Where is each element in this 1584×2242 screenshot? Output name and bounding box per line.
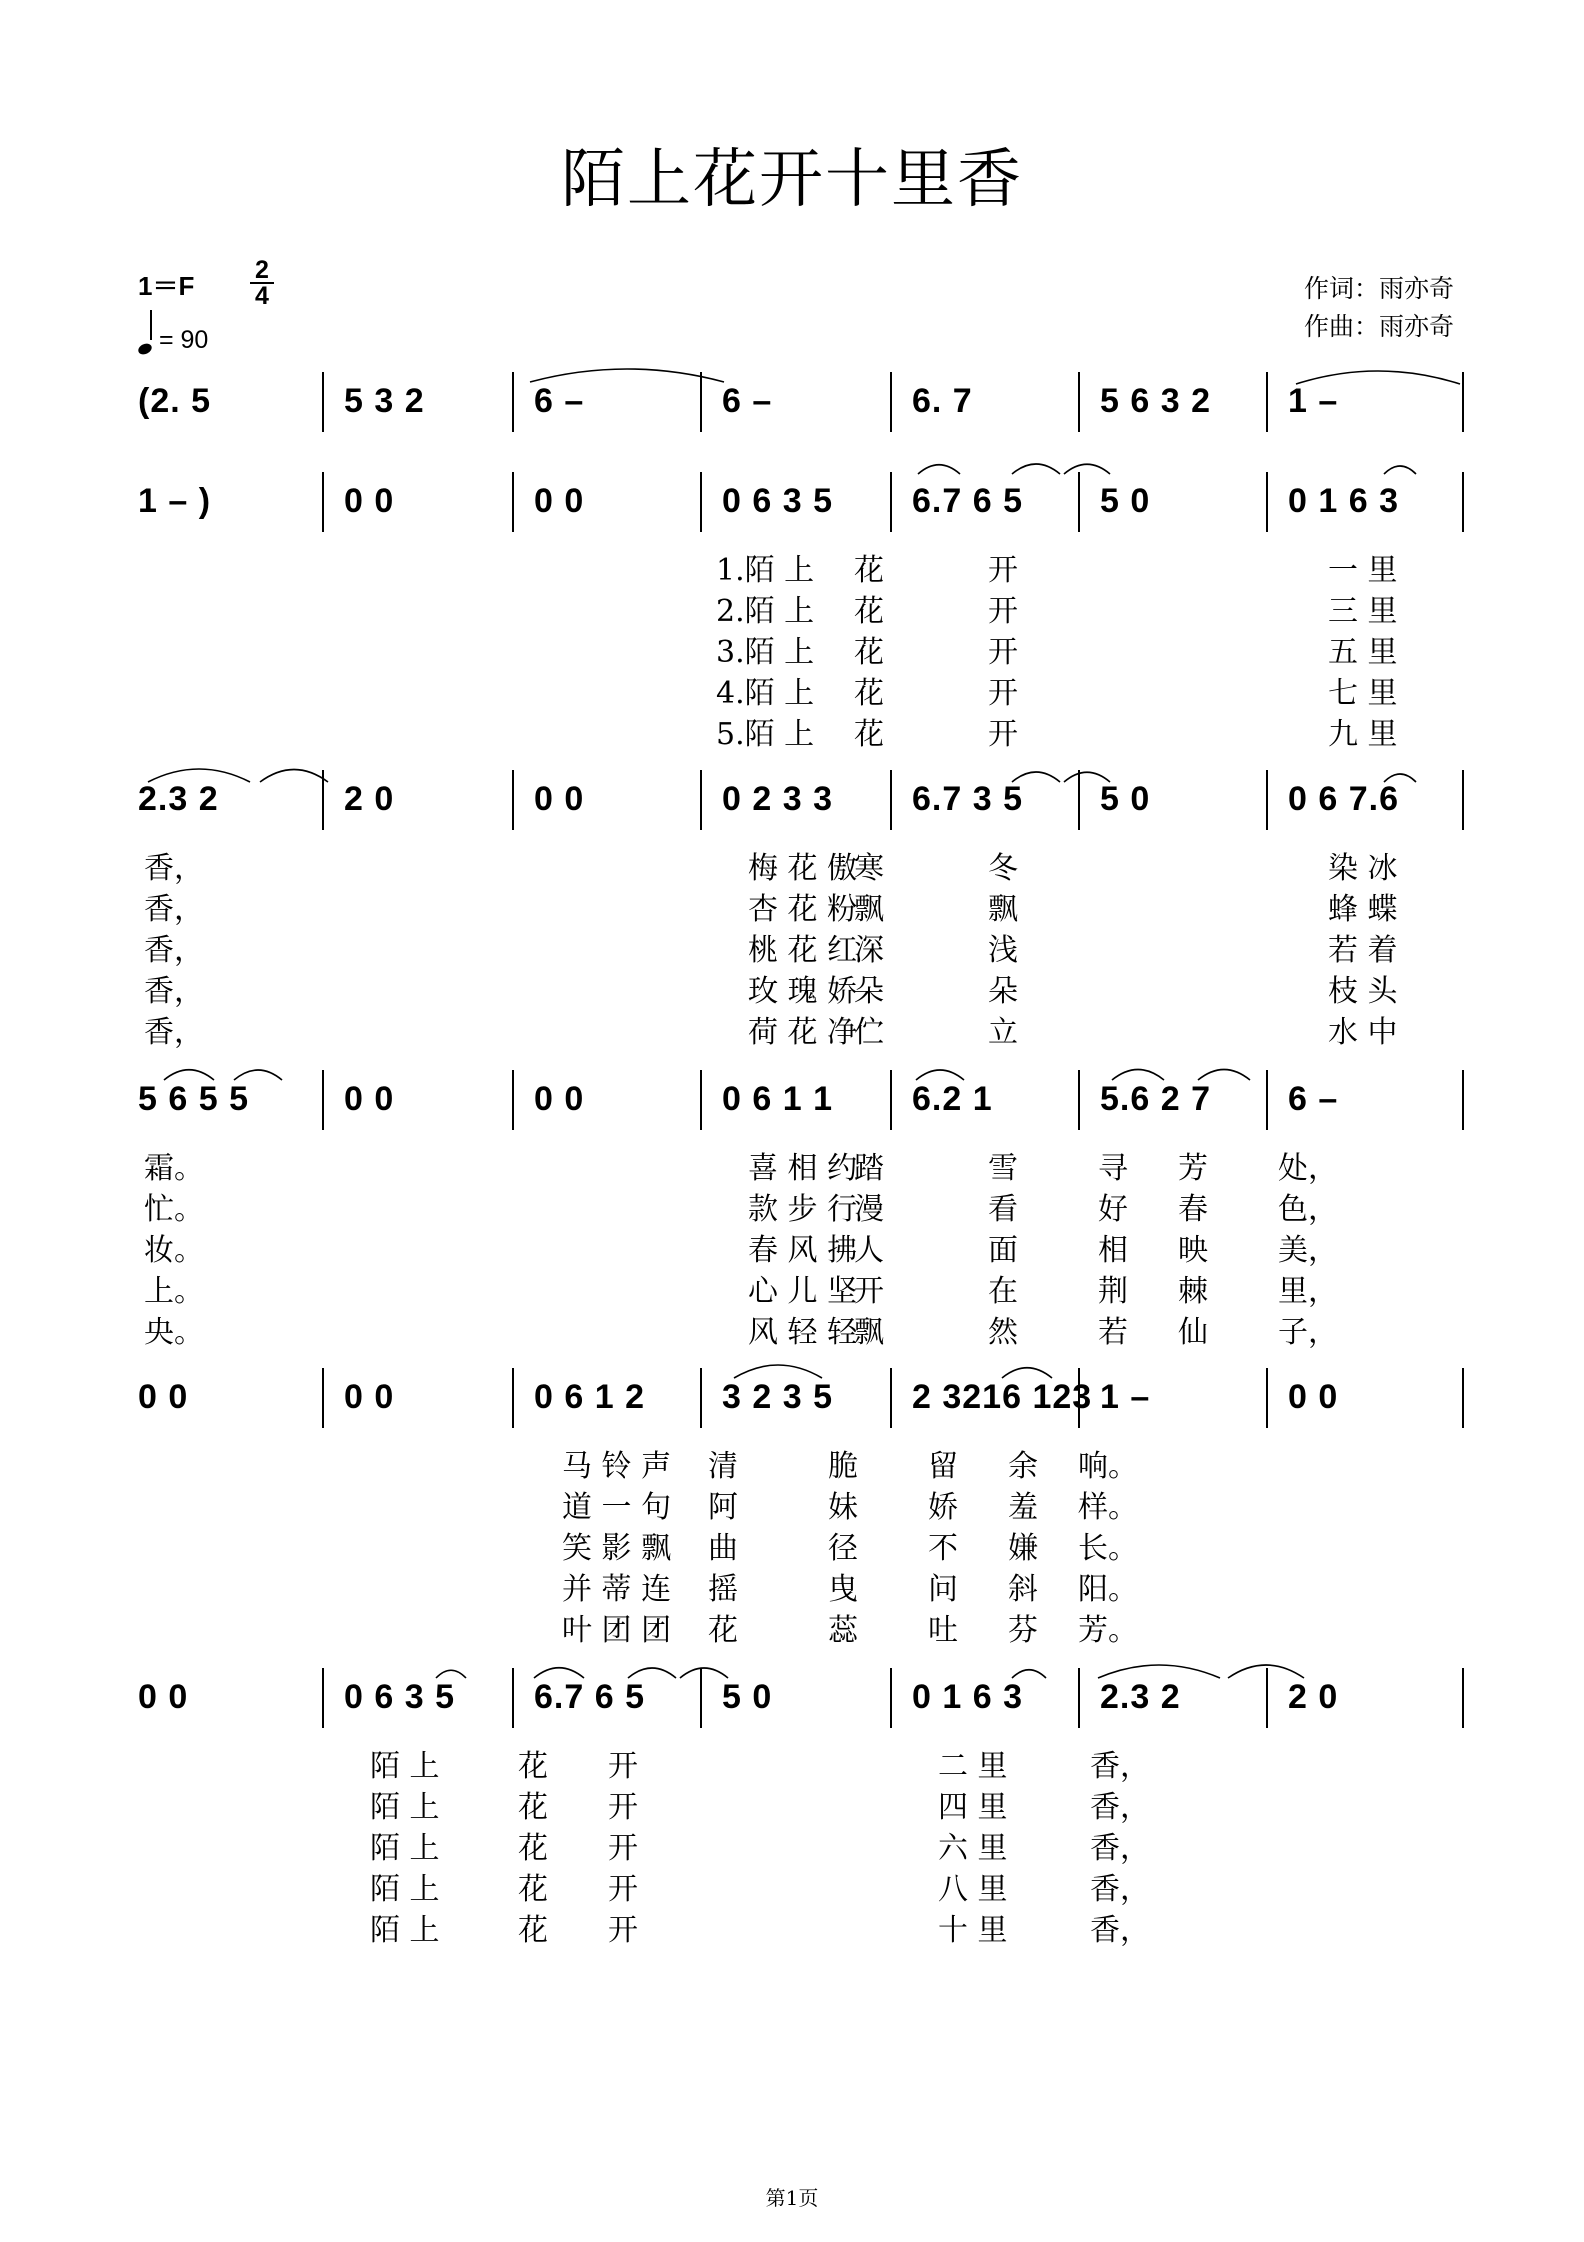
lyric-word: 八 里 [938, 1872, 1008, 1907]
lyric-line [138, 930, 1468, 971]
lyric-word: 朵 [854, 974, 884, 1009]
song-title: 陌上花开十里香 [561, 143, 1023, 217]
lyric-line [138, 1910, 1468, 1951]
lyric-word: 开 [608, 1831, 638, 1866]
lyric-line [138, 1828, 1468, 1869]
measure [1270, 372, 1466, 444]
measure-notes: 0 0 [138, 1678, 189, 1716]
lyric-word: 芳。 [1078, 1613, 1138, 1648]
measure [138, 1668, 326, 1740]
lyric-word: 3.陌 上 [716, 635, 815, 670]
lyric-word: 开 [988, 635, 1018, 670]
measure-notes: 0 6 3 5 [344, 1678, 455, 1716]
lyric-line [138, 1569, 1468, 1610]
lyric-word: 浅 [988, 933, 1018, 968]
measure [1270, 472, 1466, 544]
measure-notes: 0 0 [534, 780, 585, 818]
lyric-word: 阳。 [1078, 1572, 1138, 1607]
lyric-word: 飘 [988, 892, 1018, 927]
lyric-word: 枝 头 [1328, 974, 1398, 1009]
measure-notes: 5 6 5 5 [138, 1080, 249, 1118]
lyric-word: 问 [928, 1572, 958, 1607]
lyrics-block [138, 848, 1468, 1053]
lyric-line [138, 1271, 1468, 1312]
measure-notes: 6.2 1 [912, 1080, 993, 1118]
score-system [138, 770, 1468, 1053]
lyric-word: 七 里 [1328, 676, 1398, 711]
lyric-line [138, 1746, 1468, 1787]
lyrics-block [138, 1746, 1468, 1951]
lyric-word: 忙。 [144, 1192, 204, 1227]
measure [138, 770, 326, 842]
lyric-word: 开 [988, 676, 1018, 711]
measure [704, 770, 894, 842]
lyric-word: 花 [518, 1872, 548, 1907]
measure-notes: 0 0 [138, 1378, 189, 1416]
lyric-word: 香， [1090, 1790, 1150, 1825]
measure [326, 770, 516, 842]
lyric-word: 陌 上 [370, 1913, 440, 1948]
measure [516, 1668, 704, 1740]
measure-notes: 6 – [722, 382, 773, 420]
lyric-word: 花 [854, 717, 884, 752]
measure [516, 472, 704, 544]
score-system [138, 1368, 1468, 1651]
measure-notes: 5 3 2 [344, 382, 425, 420]
lyric-word: 面 [988, 1233, 1018, 1268]
measure [1270, 1070, 1466, 1142]
notes-row [138, 472, 1468, 544]
lyric-word: 相 [1098, 1233, 1128, 1268]
measure [516, 1070, 704, 1142]
lyric-word: 春 [1178, 1192, 1208, 1227]
measure-notes: (2. 5 [138, 382, 212, 420]
lyric-word: 陌 上 [370, 1872, 440, 1907]
lyric-line [138, 1787, 1468, 1828]
lyric-word: 花 [854, 635, 884, 670]
lyric-word: 深 [854, 933, 884, 968]
score-system [138, 472, 1468, 755]
lyric-word: 曲 [708, 1531, 738, 1566]
lyric-word: 映 [1178, 1233, 1208, 1268]
measure-notes: 5.6 2 7 [1100, 1080, 1211, 1118]
lyric-word: 美， [1278, 1233, 1338, 1268]
lyricist-credit: 作词：雨亦奇 [1303, 274, 1454, 303]
time-signature-bottom: 4 [255, 282, 269, 310]
measure [516, 1368, 704, 1440]
lyric-line [138, 632, 1468, 673]
lyric-line [138, 714, 1468, 755]
measure-notes: 2.3 2 [138, 780, 219, 818]
lyric-line [138, 550, 1468, 591]
lyric-word: 心 儿 坚 [748, 1274, 858, 1309]
lyric-word: 斜 [1008, 1572, 1038, 1607]
notes-row [138, 1070, 1468, 1142]
lyric-line [138, 1528, 1468, 1569]
notes-row [138, 1668, 1468, 1740]
measure-notes: 0 0 [344, 482, 395, 520]
lyric-word: 花 [854, 553, 884, 588]
lyrics-block [138, 1148, 1468, 1353]
lyric-word: 飘 [854, 892, 884, 927]
lyric-line [138, 1446, 1468, 1487]
lyric-word: 飘 [854, 1315, 884, 1350]
lyric-word: 妆。 [144, 1233, 204, 1268]
lyrics-block [138, 550, 1468, 755]
lyric-word: 陌 上 [370, 1831, 440, 1866]
lyric-word: 踏 [854, 1151, 884, 1186]
measure [704, 1368, 894, 1440]
measure [894, 1368, 1093, 1440]
lyric-word: 人 [854, 1233, 884, 1268]
lyric-word: 五 里 [1328, 635, 1398, 670]
measure-notes: 0 1 6 3 [912, 1678, 1023, 1716]
lyric-word: 蜂 蝶 [1328, 892, 1398, 927]
measure [138, 372, 326, 444]
lyric-word: 芳 [1178, 1151, 1208, 1186]
lyric-word: 染 冰 [1328, 851, 1398, 886]
measure-notes: 0 6 1 1 [722, 1080, 833, 1118]
lyric-word: 花 [518, 1831, 548, 1866]
lyric-word: 2.陌 上 [716, 594, 815, 629]
lyric-word: 央。 [144, 1315, 204, 1350]
measure [326, 472, 516, 544]
lyric-word: 伫 [854, 1015, 884, 1050]
measure-notes: 6 – [1288, 1080, 1339, 1118]
lyric-word: 冬 [988, 851, 1018, 886]
lyric-word: 十 里 [938, 1913, 1008, 1948]
measure [138, 1368, 326, 1440]
lyric-word: 二 里 [938, 1749, 1008, 1784]
lyric-line [138, 1189, 1468, 1230]
measure-notes: 6 – [534, 382, 585, 420]
lyric-word: 里， [1278, 1274, 1338, 1309]
measure-notes: 6. 7 [912, 382, 973, 420]
measure-notes: 2 3216 123 [912, 1378, 1093, 1416]
lyric-word: 梅 花 傲 [748, 851, 858, 886]
measure [516, 372, 704, 444]
lyric-word: 香， [144, 851, 204, 886]
lyric-word: 响。 [1078, 1449, 1138, 1484]
lyric-word: 开 [608, 1913, 638, 1948]
lyric-word: 九 里 [1328, 717, 1398, 752]
lyric-word: 子， [1278, 1315, 1338, 1350]
measure-notes: 0 0 [534, 1080, 585, 1118]
lyric-word: 嫌 [1008, 1531, 1038, 1566]
notes-row [138, 1368, 1468, 1440]
measure [894, 472, 1082, 544]
score-system [138, 372, 1468, 450]
lyric-word: 开 [988, 717, 1018, 752]
lyric-word: 寻 [1098, 1151, 1128, 1186]
lyric-word: 清 [708, 1449, 738, 1484]
measure-notes: 0 1 6 3 [1288, 482, 1399, 520]
measure-notes: 0 2 3 3 [722, 780, 833, 818]
measure [326, 1070, 516, 1142]
lyric-word: 色， [1278, 1192, 1338, 1227]
measure [1270, 770, 1466, 842]
lyric-word: 杏 花 粉 [748, 892, 858, 927]
lyric-word: 春 风 拂 [748, 1233, 858, 1268]
lyric-word: 桃 花 红 [748, 933, 858, 968]
score-system [138, 1070, 1468, 1353]
measure [704, 1070, 894, 1142]
measure-notes: 2.3 2 [1100, 1678, 1181, 1716]
lyric-word: 马 铃 声 [562, 1449, 672, 1484]
measure-notes: 0 6 7.6 [1288, 780, 1399, 818]
quarter-note-icon [137, 342, 154, 357]
lyric-word: 羞 [1008, 1490, 1038, 1525]
lyric-word: 娇 [928, 1490, 958, 1525]
measure-notes: 2 0 [1288, 1678, 1339, 1716]
lyric-word: 棘 [1178, 1274, 1208, 1309]
lyric-word: 玫 瑰 娇 [748, 974, 858, 1009]
measure-notes: 6.7 6 5 [912, 482, 1023, 520]
lyric-line [138, 591, 1468, 632]
lyric-word: 开 [988, 553, 1018, 588]
measure [894, 770, 1082, 842]
measure-notes: 0 0 [1288, 1378, 1339, 1416]
measure [1082, 1070, 1270, 1142]
measure [894, 1668, 1082, 1740]
lyric-word: 花 [518, 1790, 548, 1825]
lyric-word: 叶 团 团 [562, 1613, 672, 1648]
quarter-note-stem [150, 310, 152, 340]
measure [1270, 1668, 1466, 1740]
measure [1082, 1368, 1270, 1440]
measure [326, 1368, 516, 1440]
measure-notes: 0 0 [344, 1080, 395, 1118]
measure-notes: 0 6 3 5 [722, 482, 833, 520]
measure [326, 372, 516, 444]
lyric-line [138, 848, 1468, 889]
score-system [138, 1668, 1468, 1951]
lyric-line [138, 971, 1468, 1012]
lyric-word: 花 [854, 594, 884, 629]
lyric-line [138, 673, 1468, 714]
lyric-word: 脆 [828, 1449, 858, 1484]
measure [516, 770, 704, 842]
lyric-line [138, 1012, 1468, 1053]
lyric-word: 喜 相 约 [748, 1151, 858, 1186]
measure-notes: 3 2 3 5 [722, 1378, 833, 1416]
lyric-word: 留 [928, 1449, 958, 1484]
lyric-word: 径 [828, 1531, 858, 1566]
measure-notes: 6.7 6 5 [534, 1678, 645, 1716]
lyric-word: 陌 上 [370, 1790, 440, 1825]
measure [894, 372, 1082, 444]
tempo-value: = 90 [158, 326, 209, 354]
measure [138, 1070, 326, 1142]
measure-notes: 0 0 [534, 482, 585, 520]
lyric-word: 笑 影 飘 [562, 1531, 672, 1566]
lyric-line [138, 1312, 1468, 1353]
lyric-word: 然 [988, 1315, 1018, 1350]
lyric-word: 霜。 [144, 1151, 204, 1186]
lyric-line [138, 1148, 1468, 1189]
lyric-word: 香， [1090, 1872, 1150, 1907]
lyric-word: 香， [144, 933, 204, 968]
measure-notes: 1 – ) [138, 482, 212, 520]
lyric-word: 雪 [988, 1151, 1018, 1186]
measure-notes: 5 6 3 2 [1100, 382, 1211, 420]
lyric-word: 花 [518, 1913, 548, 1948]
lyric-word: 在 [988, 1274, 1018, 1309]
lyric-word: 花 [518, 1749, 548, 1784]
lyric-word: 花 [708, 1613, 738, 1648]
tempo-marking [138, 318, 208, 355]
measure [704, 372, 894, 444]
lyric-word: 朵 [988, 974, 1018, 1009]
measure [1082, 372, 1270, 444]
lyric-word: 开 [608, 1749, 638, 1784]
lyric-word: 三 里 [1328, 594, 1398, 629]
measure-notes: 6.7 3 5 [912, 780, 1023, 818]
lyric-word: 水 中 [1328, 1015, 1398, 1050]
notes-row [138, 770, 1468, 842]
lyric-word: 上。 [144, 1274, 204, 1309]
lyric-line [138, 1610, 1468, 1651]
time-signature [250, 258, 274, 308]
lyric-word: 不 [928, 1531, 958, 1566]
page-number: 第1页 [765, 2186, 819, 2210]
lyric-word: 吐 [928, 1613, 958, 1648]
lyric-word: 处， [1278, 1151, 1338, 1186]
lyric-line [138, 1487, 1468, 1528]
lyric-word: 立 [988, 1015, 1018, 1050]
lyric-word: 香， [1090, 1913, 1150, 1948]
lyric-word: 芬 [1008, 1613, 1038, 1648]
lyric-word: 开 [854, 1274, 884, 1309]
measure-notes: 0 6 1 2 [534, 1378, 645, 1416]
measure [704, 1668, 894, 1740]
lyric-word: 4.陌 上 [716, 676, 815, 711]
measure [138, 472, 326, 544]
lyric-word: 道 一 句 [562, 1490, 672, 1525]
composer-credit: 作曲：雨亦奇 [1303, 312, 1454, 341]
lyric-word: 曳 [828, 1572, 858, 1607]
lyric-word: 荷 花 净 [748, 1015, 858, 1050]
lyric-word: 香， [144, 1015, 204, 1050]
measure-notes: 0 0 [344, 1378, 395, 1416]
lyric-word: 仙 [1178, 1315, 1208, 1350]
measure-notes: 1 – [1100, 1378, 1151, 1416]
lyric-word: 开 [608, 1790, 638, 1825]
lyric-word: 陌 上 [370, 1749, 440, 1784]
lyric-line [138, 1230, 1468, 1271]
measure-notes: 5 0 [1100, 780, 1151, 818]
lyric-word: 妹 [828, 1490, 858, 1525]
measure-notes: 5 0 [1100, 482, 1151, 520]
lyric-word: 风 轻 轻 [748, 1315, 858, 1350]
measure-notes: 1 – [1288, 382, 1339, 420]
lyric-line [138, 889, 1468, 930]
measure [1082, 472, 1270, 544]
lyric-word: 荆 [1098, 1274, 1128, 1309]
lyric-word: 余 [1008, 1449, 1038, 1484]
measure [894, 1070, 1082, 1142]
lyric-word: 开 [988, 594, 1018, 629]
lyric-word: 漫 [854, 1192, 884, 1227]
lyric-line [138, 1869, 1468, 1910]
lyric-word: 寒 [854, 851, 884, 886]
measure [704, 472, 894, 544]
lyric-word: 花 [854, 676, 884, 711]
lyric-word: 样。 [1078, 1490, 1138, 1525]
lyric-word: 开 [608, 1872, 638, 1907]
lyric-word: 四 里 [938, 1790, 1008, 1825]
lyric-word: 长。 [1078, 1531, 1138, 1566]
key-signature: 1＝F [138, 271, 195, 301]
lyric-word: 摇 [708, 1572, 738, 1607]
lyric-word: 香， [1090, 1749, 1150, 1784]
lyric-word: 5.陌 上 [716, 717, 815, 752]
measure [1270, 1368, 1466, 1440]
measure-notes: 2 0 [344, 780, 395, 818]
measure [1082, 770, 1270, 842]
notes-row [138, 372, 1468, 444]
time-signature-top: 2 [255, 256, 269, 284]
lyric-word: 好 [1098, 1192, 1128, 1227]
lyric-word: 香， [144, 974, 204, 1009]
credits [1304, 270, 1454, 346]
lyric-word: 并 蒂 连 [562, 1572, 672, 1607]
lyric-word: 看 [988, 1192, 1018, 1227]
lyric-word: 款 步 行 [748, 1192, 858, 1227]
measure-notes: 5 0 [722, 1678, 773, 1716]
measure [326, 1668, 516, 1740]
lyric-word: 蕊 [828, 1613, 858, 1648]
lyric-word: 香， [1090, 1831, 1150, 1866]
lyric-word: 若 [1098, 1315, 1128, 1350]
measure [1082, 1668, 1270, 1740]
lyric-word: 六 里 [938, 1831, 1008, 1866]
lyric-word: 一 里 [1328, 553, 1398, 588]
lyrics-block [138, 1446, 1468, 1651]
lyric-word: 阿 [708, 1490, 738, 1525]
lyric-word: 香， [144, 892, 204, 927]
lyric-word: 若 着 [1328, 933, 1398, 968]
lyric-word: 1.陌 上 [716, 553, 815, 588]
